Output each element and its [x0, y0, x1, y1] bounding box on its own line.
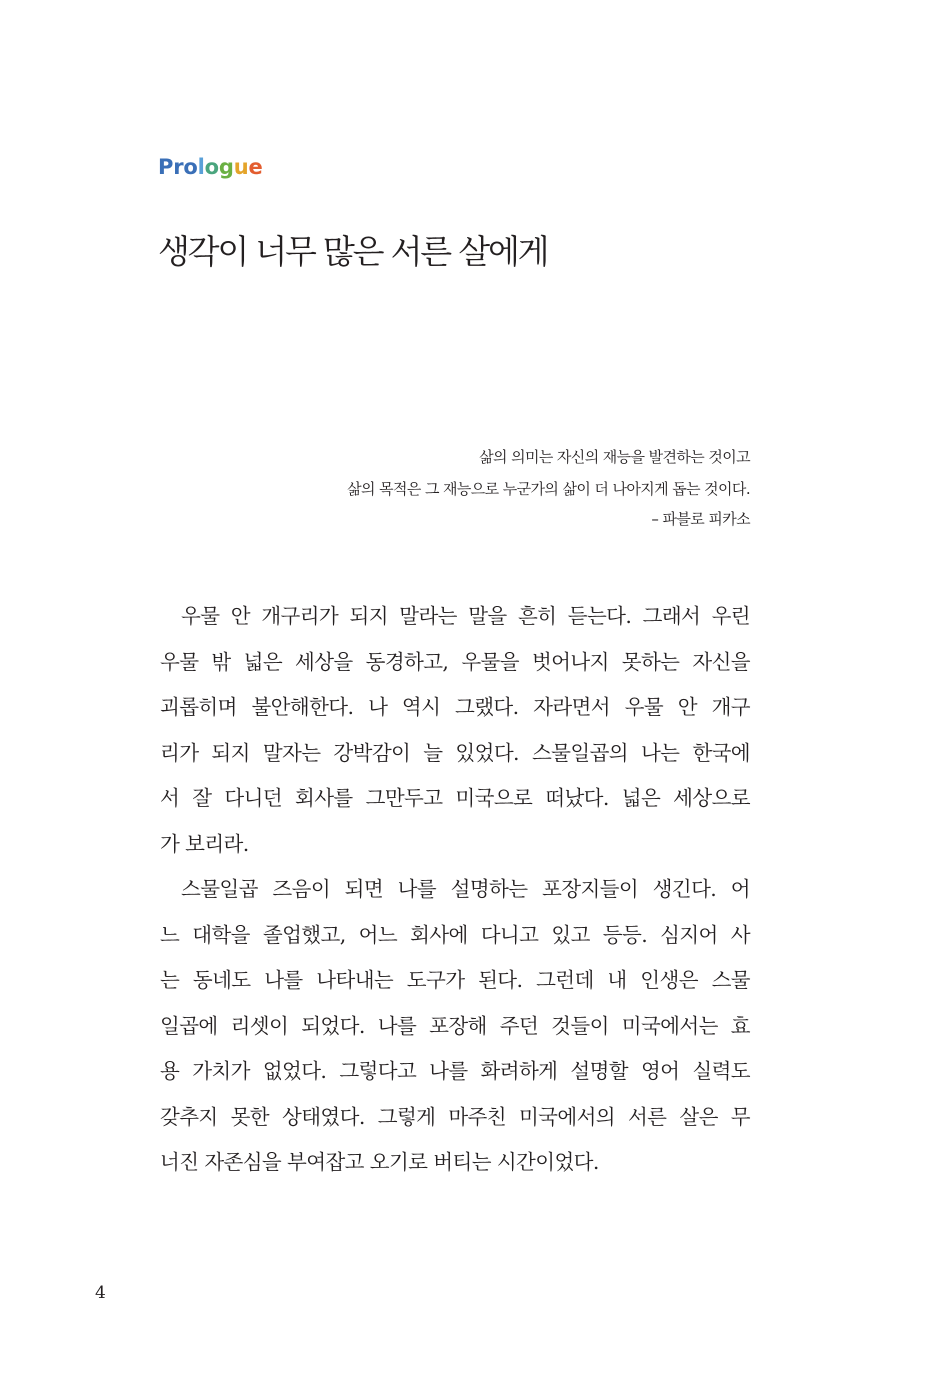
- section-label-letter: u: [233, 155, 249, 179]
- paragraph-line: 가 보리라.: [160, 831, 249, 856]
- section-label-letter: o: [183, 155, 198, 179]
- paragraph-line: 너진 자존심을 부여잡고 오기로 버티는 시간이었다.: [160, 1150, 599, 1174]
- epigraph-line: 삶의 목적은 그 재능으로 누군가의 삶이 더 나아지게 돕는 것이다.: [347, 480, 750, 498]
- epigraph-attribution: – 파블로 피카소: [651, 510, 750, 528]
- epigraph-quote: [347, 441, 750, 505]
- paragraph-line: 스물일곱 즈음이 되면 나를 설명하는 포장지들이 생긴다. 어: [181, 877, 750, 901]
- section-label-letter: l: [197, 155, 205, 179]
- section-label-letter: r: [173, 155, 184, 179]
- paragraph-line: 괴롭히며 불안해한다. 나 역시 그랬다. 자라면서 우물 안 개구: [160, 695, 750, 719]
- paragraph-line: 리가 되지 말자는 강박감이 늘 있었다. 스물일곱의 나는 한국에: [160, 740, 750, 765]
- section-label-letter: o: [204, 155, 219, 179]
- paragraph-line: 우물 밖 넓은 세상을 동경하고, 우물을 벗어나지 못하는 자신을: [160, 649, 750, 674]
- paragraph-line: 서 잘 다니던 회사를 그만두고 미국으로 떠났다. 넓은 세상으로: [160, 786, 750, 810]
- section-label: [158, 155, 263, 179]
- page-number: 4: [95, 1283, 106, 1303]
- chapter-title: 생각이 너무 많은 서른 살에게: [158, 232, 548, 271]
- body-text: [160, 594, 750, 1186]
- paragraph-line: 용 가치가 없었다. 그렇다고 나를 화려하게 설명할 영어 실력도: [160, 1059, 750, 1083]
- section-label-letter: P: [158, 155, 174, 179]
- paragraph-line: 우물 안 개구리가 되지 말라는 말을 흔히 듣는다. 그래서 우린: [181, 604, 750, 628]
- paragraph-line: 는 동네도 나를 나타내는 도구가 된다. 그런데 내 인생은 스물: [160, 968, 750, 992]
- epigraph-line: 삶의 의미는 자신의 재능을 발견하는 것이고: [479, 448, 750, 466]
- paragraph-line: 일곱에 리셋이 되었다. 나를 포장해 주던 것들이 미국에서는 효: [160, 1013, 750, 1038]
- paragraph-line: 갖추지 못한 상태였다. 그렇게 마주친 미국에서의 서른 살은 무: [160, 1104, 750, 1129]
- section-label-letter: e: [248, 155, 263, 179]
- section-label-letter: g: [218, 155, 234, 179]
- paragraph-line: 느 대학을 졸업했고, 어느 회사에 다니고 있고 등등. 심지어 사: [160, 922, 750, 947]
